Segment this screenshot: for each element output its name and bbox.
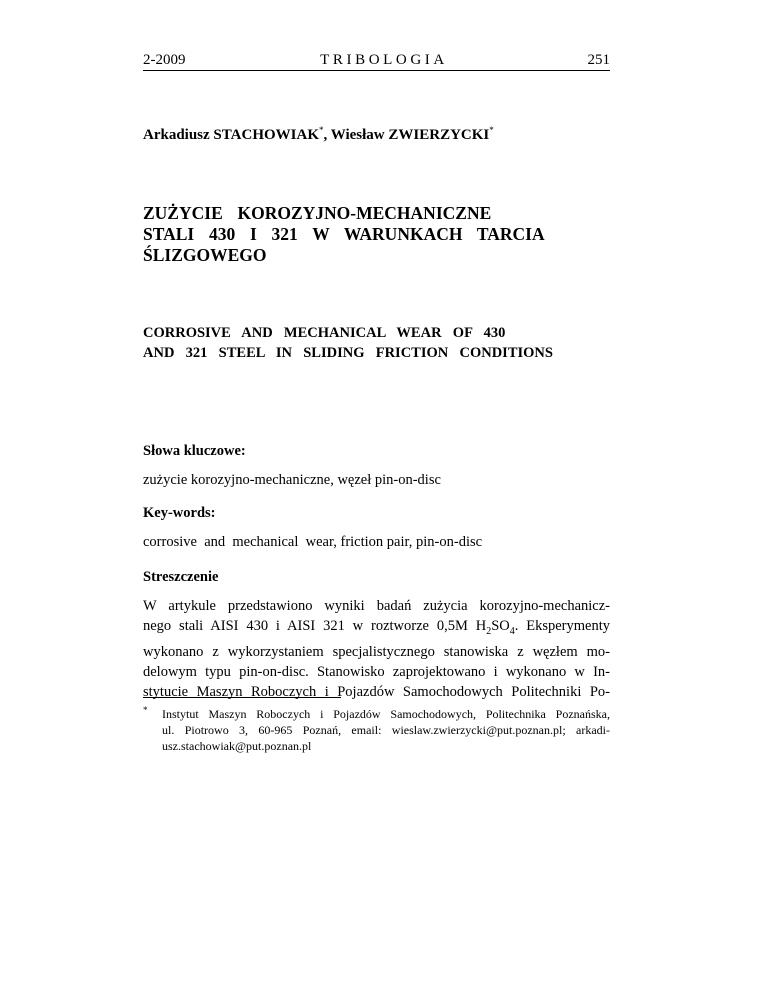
keywords-pl-heading: Słowa kluczowe: [143, 443, 246, 459]
abstract-body [143, 596, 610, 702]
author-second-mark: * [489, 125, 494, 135]
authors [143, 125, 494, 144]
page-number: 251 [587, 52, 610, 68]
journal-name: TRIBOLOGIA [320, 52, 448, 68]
abstract-heading: Streszczenie [143, 569, 219, 585]
abstract-line: delowym typu pin-on-disc. Stanowisko zaprojektowano i wykonano w In- [143, 663, 610, 680]
title-pl-line: ZUŻYCIE KOROZYJNO-MECHANICZNE [143, 203, 492, 223]
keywords-pl-text: zużycie korozyjno-mechaniczne, węzeł pin-on-disc [143, 472, 441, 488]
abstract-line: nego stali AISI 430 i AISI 321 w roztworze 0,5M $H_2SO_4$. Eksperymenty [143, 618, 610, 637]
footnote-rule [143, 697, 341, 698]
footnote [143, 706, 610, 754]
abstract-line: stytucie Maszyn Roboczych i Pojazdów Samochodowych Politechniki Po- [143, 683, 610, 700]
abstract-line: W artykule przedstawiono wyniki badań zużycia korozyjno-mechanicz- [143, 598, 610, 614]
footnote-line: Instytut Maszyn Roboczych i Pojazdów Samochodowych, Politechnika Poznańska, [162, 707, 610, 721]
title-en-line: AND 321 STEEL IN SLIDING FRICTION CONDITIONS [143, 345, 553, 361]
footnote-line: usz.stachowiak@put.poznan.pl [162, 739, 312, 753]
footnote-mark: * [143, 705, 148, 715]
title-english [143, 323, 553, 363]
footnote-line: ul. Piotrowo 3, 60-965 Poznań, email: wieslaw.zwierzycki@put.poznan.pl; arkadi- [162, 723, 610, 737]
issue-number: 2-2009 [143, 52, 186, 68]
keywords-en-text: corrosive and mechanical wear, friction pair, pin-on-disc [143, 534, 483, 550]
title-pl-line: ŚLIZGOWEGO [143, 245, 267, 265]
author-first: Arkadiusz STACHOWIAK [143, 127, 320, 143]
title-en-line: CORROSIVE AND MECHANICAL WEAR OF 430 [143, 325, 506, 341]
title-polish [143, 203, 545, 266]
abstract-line: wykonano z wykorzystaniem specjalistycznego stanowiska z węzłem mo- [143, 643, 610, 660]
title-pl-line: STALI 430 I 321 W WARUNKACH TARCIA [143, 224, 545, 244]
author-first-mark: * [319, 125, 324, 135]
header-rule [143, 70, 610, 71]
author-second: Wiesław ZWIERZYCKI [330, 127, 490, 143]
keywords-en-heading: Key-words: [143, 505, 216, 521]
author-separator: , [323, 127, 331, 143]
